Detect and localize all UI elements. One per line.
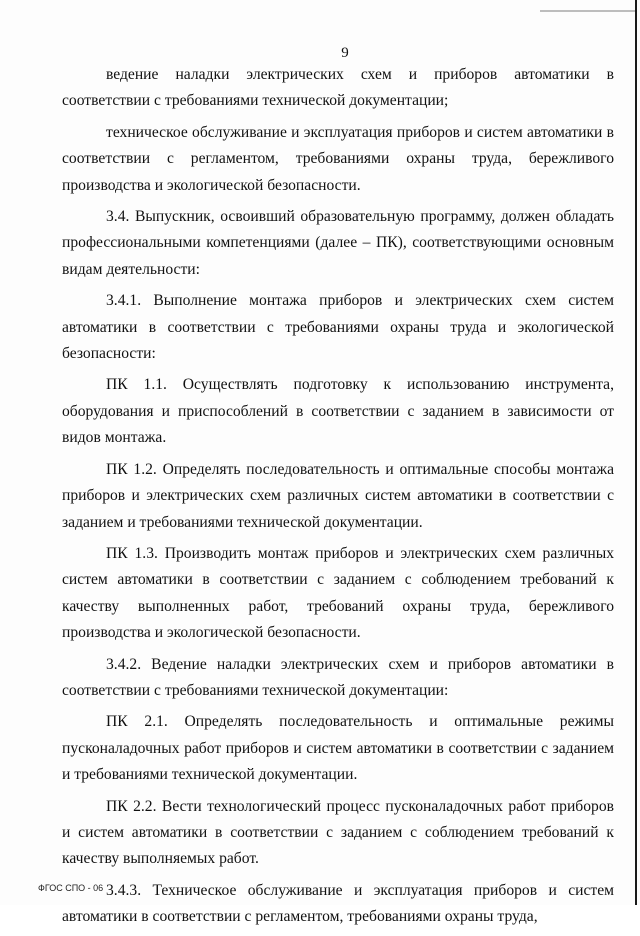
- paragraph-pk-1-2: ПК 1.2. Определять последовательность и оптимальные способы монтажа приборов и электрических схем различных систем автоматики в соответствии с заданием и требованиями технической документации.: [62, 460, 614, 531]
- scan-edge-shadow: [540, 10, 635, 12]
- document-body: [62, 62, 614, 936]
- paragraph-3-4-2: 3.4.2. Ведение наладки электрических схем и приборов автоматики в соответствии с требованиями технической документации:: [62, 655, 614, 699]
- paragraph-item-duty-maintenance: техническое обслуживание и эксплуатация приборов и систем автоматики в соответствии с регламентом, требованиями охраны труда, бережливого производства и экологической безопасности.: [62, 123, 614, 194]
- paragraph-pk-2-1: ПК 2.1. Определять последовательность и оптимальные режимы пусконаладочных работ приборов и систем автоматики в соответствии с заданием и требованиями технической документации.: [62, 713, 614, 784]
- paragraph-3-4: 3.4. Выпускник, освоивший образовательную программу, должен обладать профессиональными компетенциями (далее – ПК), соответствующими основным видам деятельности:: [62, 208, 614, 278]
- paragraph-pk-2-2: ПК 2.2. Вести технологический процесс пусконаладочных работ приборов и систем автоматики в соответствии с заданием с соблюдением требований к качеству выполняемых работ.: [62, 797, 614, 868]
- paragraph-3-4-3: 3.4.3. Техническое обслуживание и эксплуатация приборов и систем автоматики в соответствии с регламентом, требованиями охраны труда,: [62, 881, 614, 926]
- paragraph-pk-1-1: ПК 1.1. Осуществлять подготовку к использованию инструмента, оборудования и приспособлений в соответствии с заданием в зависимости от видов монтажа.: [62, 376, 614, 447]
- page-footer: ФГОС СПО - 06: [38, 883, 104, 893]
- paragraph-item-duty-setup: ведение наладки электрических схем и приборов автоматики в соответствии с требованиями технической документации;: [62, 66, 614, 110]
- page-number: 9: [341, 45, 349, 61]
- paragraph-pk-1-3: ПК 1.3. Производить монтаж приборов и электрических схем различных систем автоматики в соответствии с заданием с соблюдением требований к качеству выполненных работ, требований охраны труда, бережливого производства и экологической безопасности.: [62, 544, 614, 642]
- paragraph-3-4-1: 3.4.1. Выполнение монтажа приборов и электрических схем систем автоматики в соответствии с требованиями охраны труда и экологической безопасности:: [62, 292, 614, 363]
- scan-edge-line: [635, 0, 637, 905]
